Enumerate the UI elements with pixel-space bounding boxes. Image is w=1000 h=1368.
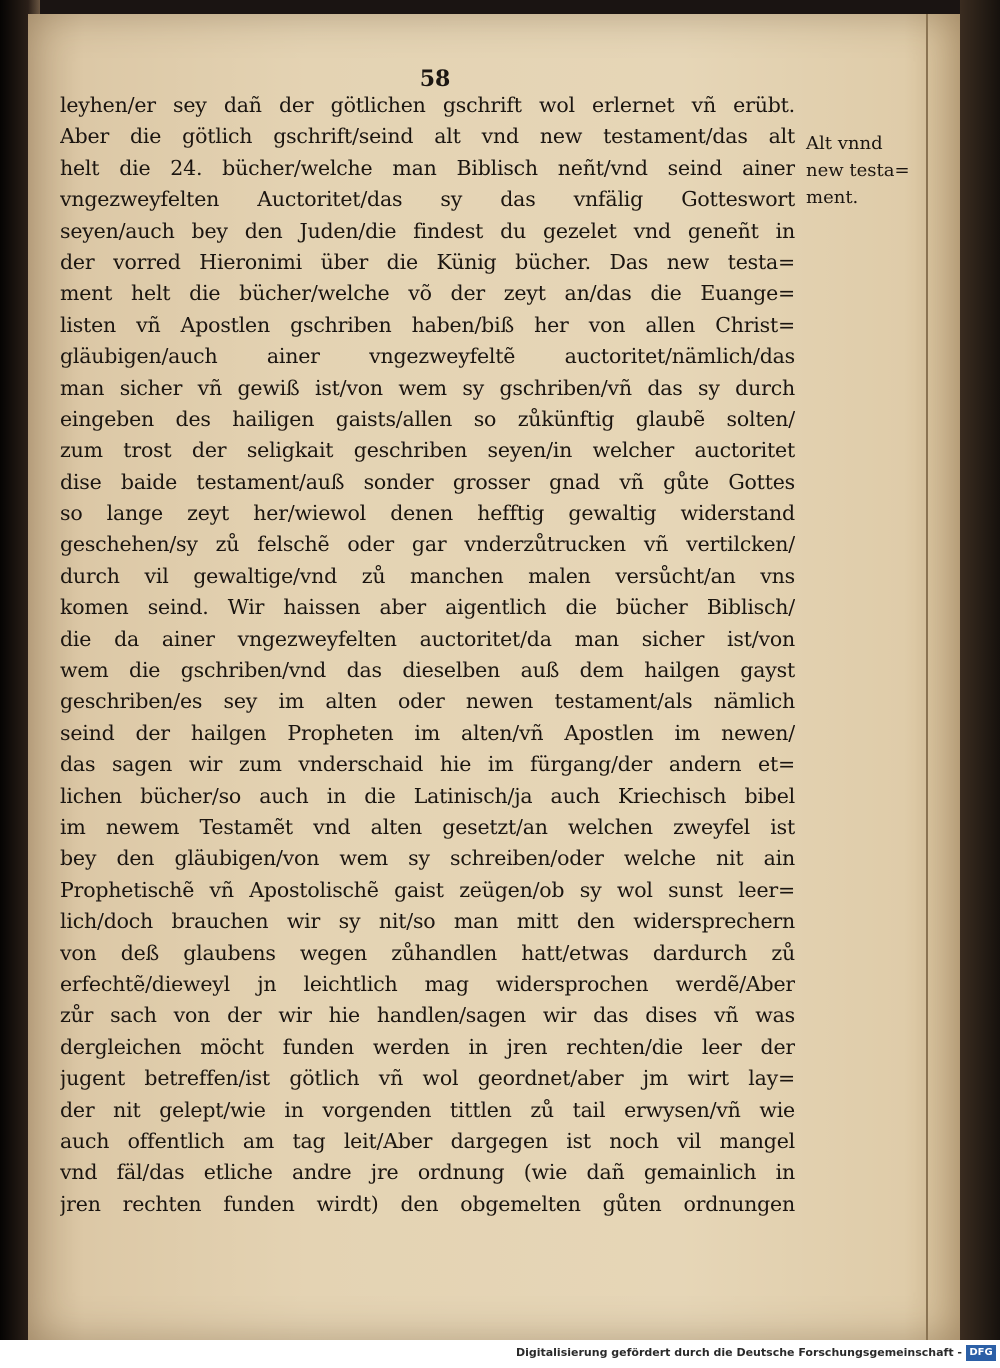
text-line: seyen/auch bey den Juden/die findest du gezelet vnd geneñt in	[60, 218, 795, 243]
text-line: bey den gläubigen/von wem sy schreiben/oder welche nit ain	[60, 846, 795, 871]
body-text	[60, 90, 795, 1220]
margin-note	[806, 130, 926, 211]
text-line: seind der hailgen Propheten im alten/vñ Apostlen im newen/	[60, 720, 795, 745]
dfg-logo: DFG	[966, 1345, 996, 1361]
text-line: Prophetischẽ vñ Apostolischẽ gaist zeügen/ob sy wol sunst leer=	[60, 877, 795, 902]
text-line: durch vil gewaltige/vnd zů manchen malen versůcht/an vns	[60, 563, 795, 588]
text-line: zum trost der seligkait geschriben seyen/in welcher auctoritet	[60, 438, 795, 463]
text-line: das sagen wir zum vnderschaid hie im fürgang/der andern et=	[60, 752, 795, 777]
text-line: der nit gelept/wie in vorgenden tittlen zů tail erwysen/vñ wie	[60, 1097, 795, 1122]
text-line: lichen bücher/so auch in die Latinisch/ja auch Kriechisch bibel	[60, 783, 795, 808]
text-line: jren rechten funden wirdt) den obgemelten gůten ordnungen	[60, 1191, 795, 1216]
text-line: geschriben/es sey im alten oder newen testament/als nämlich	[60, 689, 795, 714]
text-line: dise baide testament/auß sonder grosser gnad vñ gůte Gottes	[60, 469, 795, 494]
footer-bar	[0, 1340, 1000, 1368]
text-line: vnd fäl/das etliche andre jre ordnung (wie dañ gemainlich in	[60, 1160, 795, 1185]
text-line: im newem Testamẽt vnd alten gesetzt/an welchen zweyfel ist	[60, 814, 795, 839]
digitization-credit: Digitalisierung gefördert durch die Deutsche Forschungsgemeinschaft -	[515, 1346, 962, 1359]
margin-note-line: ment.	[806, 187, 859, 208]
text-line: ment helt die bücher/welche võ der zeyt an/das die Euange=	[60, 281, 795, 306]
text-line: gläubigen/auch ainer vngezweyfeltẽ auctoritet/nämlich/das	[60, 344, 795, 369]
margin-note-line: Alt vnnd	[806, 133, 883, 154]
text-line: erfechtẽ/dieweyl jn leichtlich mag widersprochen werdẽ/Aber	[60, 971, 795, 996]
scan-background-right	[960, 0, 1000, 1340]
text-line: listen vñ Apostlen gschriben haben/biß her von allen Christ=	[60, 312, 795, 337]
margin-note-line: new testa=	[806, 160, 910, 181]
text-line: leyhen/er sey dañ der götlichen gschrift wol erlernet vñ erübt.	[60, 93, 795, 117]
text-line: von deß glaubens wegen zůhandlen hatt/etwas dardurch zů	[60, 940, 795, 965]
text-line: man sicher vñ gewiß ist/von wem sy gschriben/vñ das sy durch	[60, 375, 795, 400]
text-line: zůr sach von der wir hie handlen/sagen wir das dises vñ was	[60, 1003, 795, 1028]
text-line: komen seind. Wir haissen aber aigentlich die bücher Biblisch/	[60, 595, 795, 620]
text-line: so lange zeyt her/wiewol denen hefftig gewaltig widerstand	[60, 501, 795, 526]
text-line: dergleichen möcht funden werden in jren rechten/die leer der	[60, 1034, 795, 1059]
text-line: lich/doch brauchen wir sy nit/so man mitt den widersprechern	[60, 909, 795, 934]
page-edge	[926, 14, 928, 1340]
text-line: vngezweyfelten Auctoritet/das sy das vnfälig Gotteswort	[60, 187, 795, 212]
text-line: helt die 24. bücher/welche man Biblisch neñt/vnd seind ainer	[60, 155, 795, 180]
text-line: die da ainer vngezweyfelten auctoritet/da man sicher ist/von	[60, 626, 795, 651]
page-number: 58	[419, 66, 451, 92]
text-line: auch offentlich am tag leit/Aber dargegen ist noch vil mangel	[60, 1128, 795, 1153]
text-line: eingeben des hailigen gaists/allen so zůkünftig glaubẽ solten/	[60, 406, 795, 431]
text-line: geschehen/sy zů felschẽ oder gar vnderzůtrucken vñ vertilcken/	[60, 532, 795, 557]
text-line: jugent betreffen/ist götlich vñ wol geordnet/aber jm wirt lay=	[60, 1066, 795, 1091]
text-line: der vorred Hieronimi über die Künig bücher. Das new testa=	[60, 249, 795, 274]
text-line: wem die gschriben/vnd das dieselben auß dem hailgen gayst	[60, 658, 795, 683]
text-line: Aber die götlich gschrift/seind alt vnd new testament/das alt	[60, 124, 795, 149]
